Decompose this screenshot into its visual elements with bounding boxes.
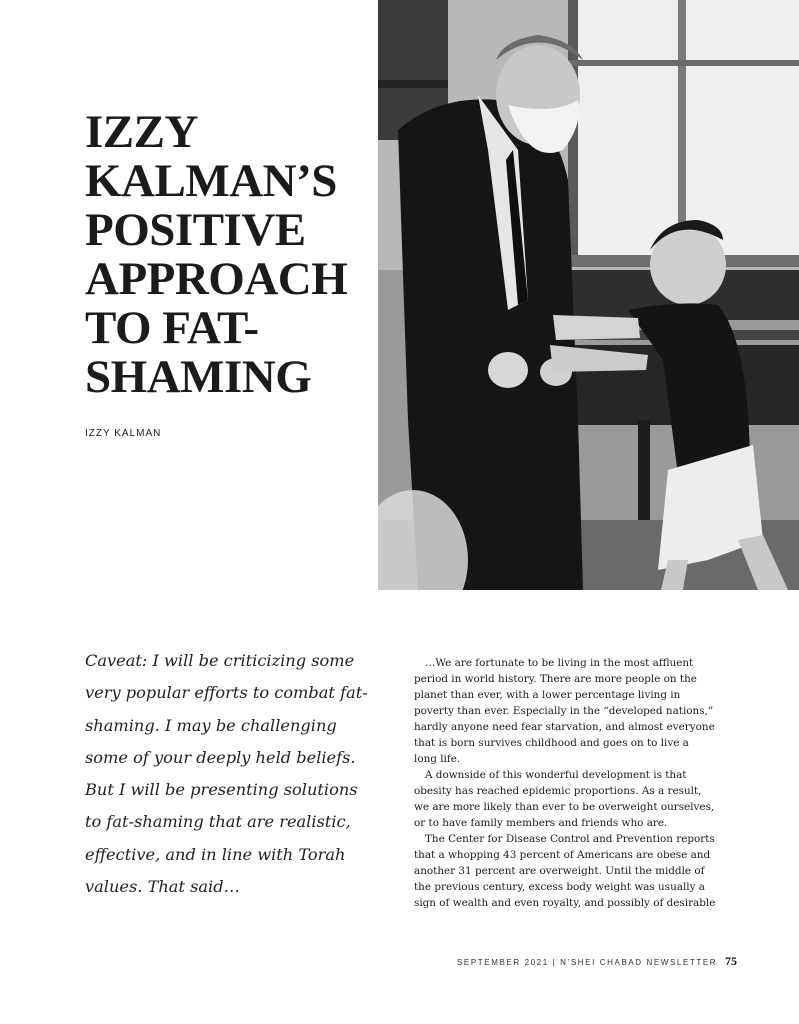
body-line: another 31 percent are overweight. Until the middle of — [414, 865, 705, 877]
body-line: the previous century, excess body weight was usually a — [414, 881, 705, 893]
body-column — [414, 655, 714, 911]
intro-paragraph — [85, 645, 380, 903]
intro-line: Caveat: I will be criticizing some — [85, 651, 355, 670]
title-line: POSITIVE — [85, 204, 306, 256]
body-line: A downside of this wonderful development is that — [425, 769, 687, 781]
photo-illustration — [378, 0, 799, 590]
intro-line: very popular efforts to combat fat- — [85, 683, 368, 703]
article-title — [85, 106, 348, 403]
body-line: sign of wealth and even royalty, and possibly of desirable — [414, 897, 716, 909]
title-line: SHAMING — [85, 351, 312, 403]
body-line: …We are fortunate to be living in the most affluent — [425, 657, 694, 669]
body-line: poverty than ever. Especially in the “developed nations,” — [414, 705, 714, 717]
title-line: IZZY — [85, 106, 198, 158]
footer-publication: SEPTEMBER 2021 | N’SHEI CHABAD NEWSLETTER — [457, 958, 718, 967]
body-line: that is born survives childhood and goes on to live a — [414, 737, 689, 749]
title-line: TO FAT- — [85, 302, 259, 354]
intro-line: to fat-shaming that are realistic, — [85, 812, 351, 832]
intro-line: values. That said… — [85, 877, 240, 897]
body-line: we are more likely than ever to be overweight ourselves, — [414, 801, 715, 813]
title-line: APPROACH — [85, 253, 348, 305]
intro-line: effective, and in line with Torah — [85, 844, 346, 864]
intro-line: some of your deeply held beliefs. — [85, 747, 356, 767]
body-line: that a whopping 43 percent of Americans are obese and — [414, 849, 711, 861]
intro-line: shaming. I may be challenging — [85, 715, 337, 735]
page-number: 75 — [725, 954, 737, 968]
body-line: hardly anyone need fear starvation, and almost everyone — [414, 721, 715, 733]
article-photo — [378, 0, 799, 590]
page-footer — [457, 954, 737, 969]
body-line: obesity has reached epidemic proportions. As a result, — [414, 785, 702, 797]
intro-line: But I will be presenting solutions — [85, 780, 358, 800]
author-byline: IZZY KALMAN — [85, 428, 162, 439]
body-line: The Center for Disease Control and Prevention reports — [425, 833, 715, 845]
body-line: long life. — [414, 753, 461, 765]
body-line: planet than ever, with a lower percentage living in — [414, 689, 681, 701]
body-line: or to have family members and friends who are. — [414, 817, 668, 829]
body-line: period in world history. There are more people on the — [414, 673, 697, 685]
title-line: KALMAN’S — [85, 155, 337, 207]
